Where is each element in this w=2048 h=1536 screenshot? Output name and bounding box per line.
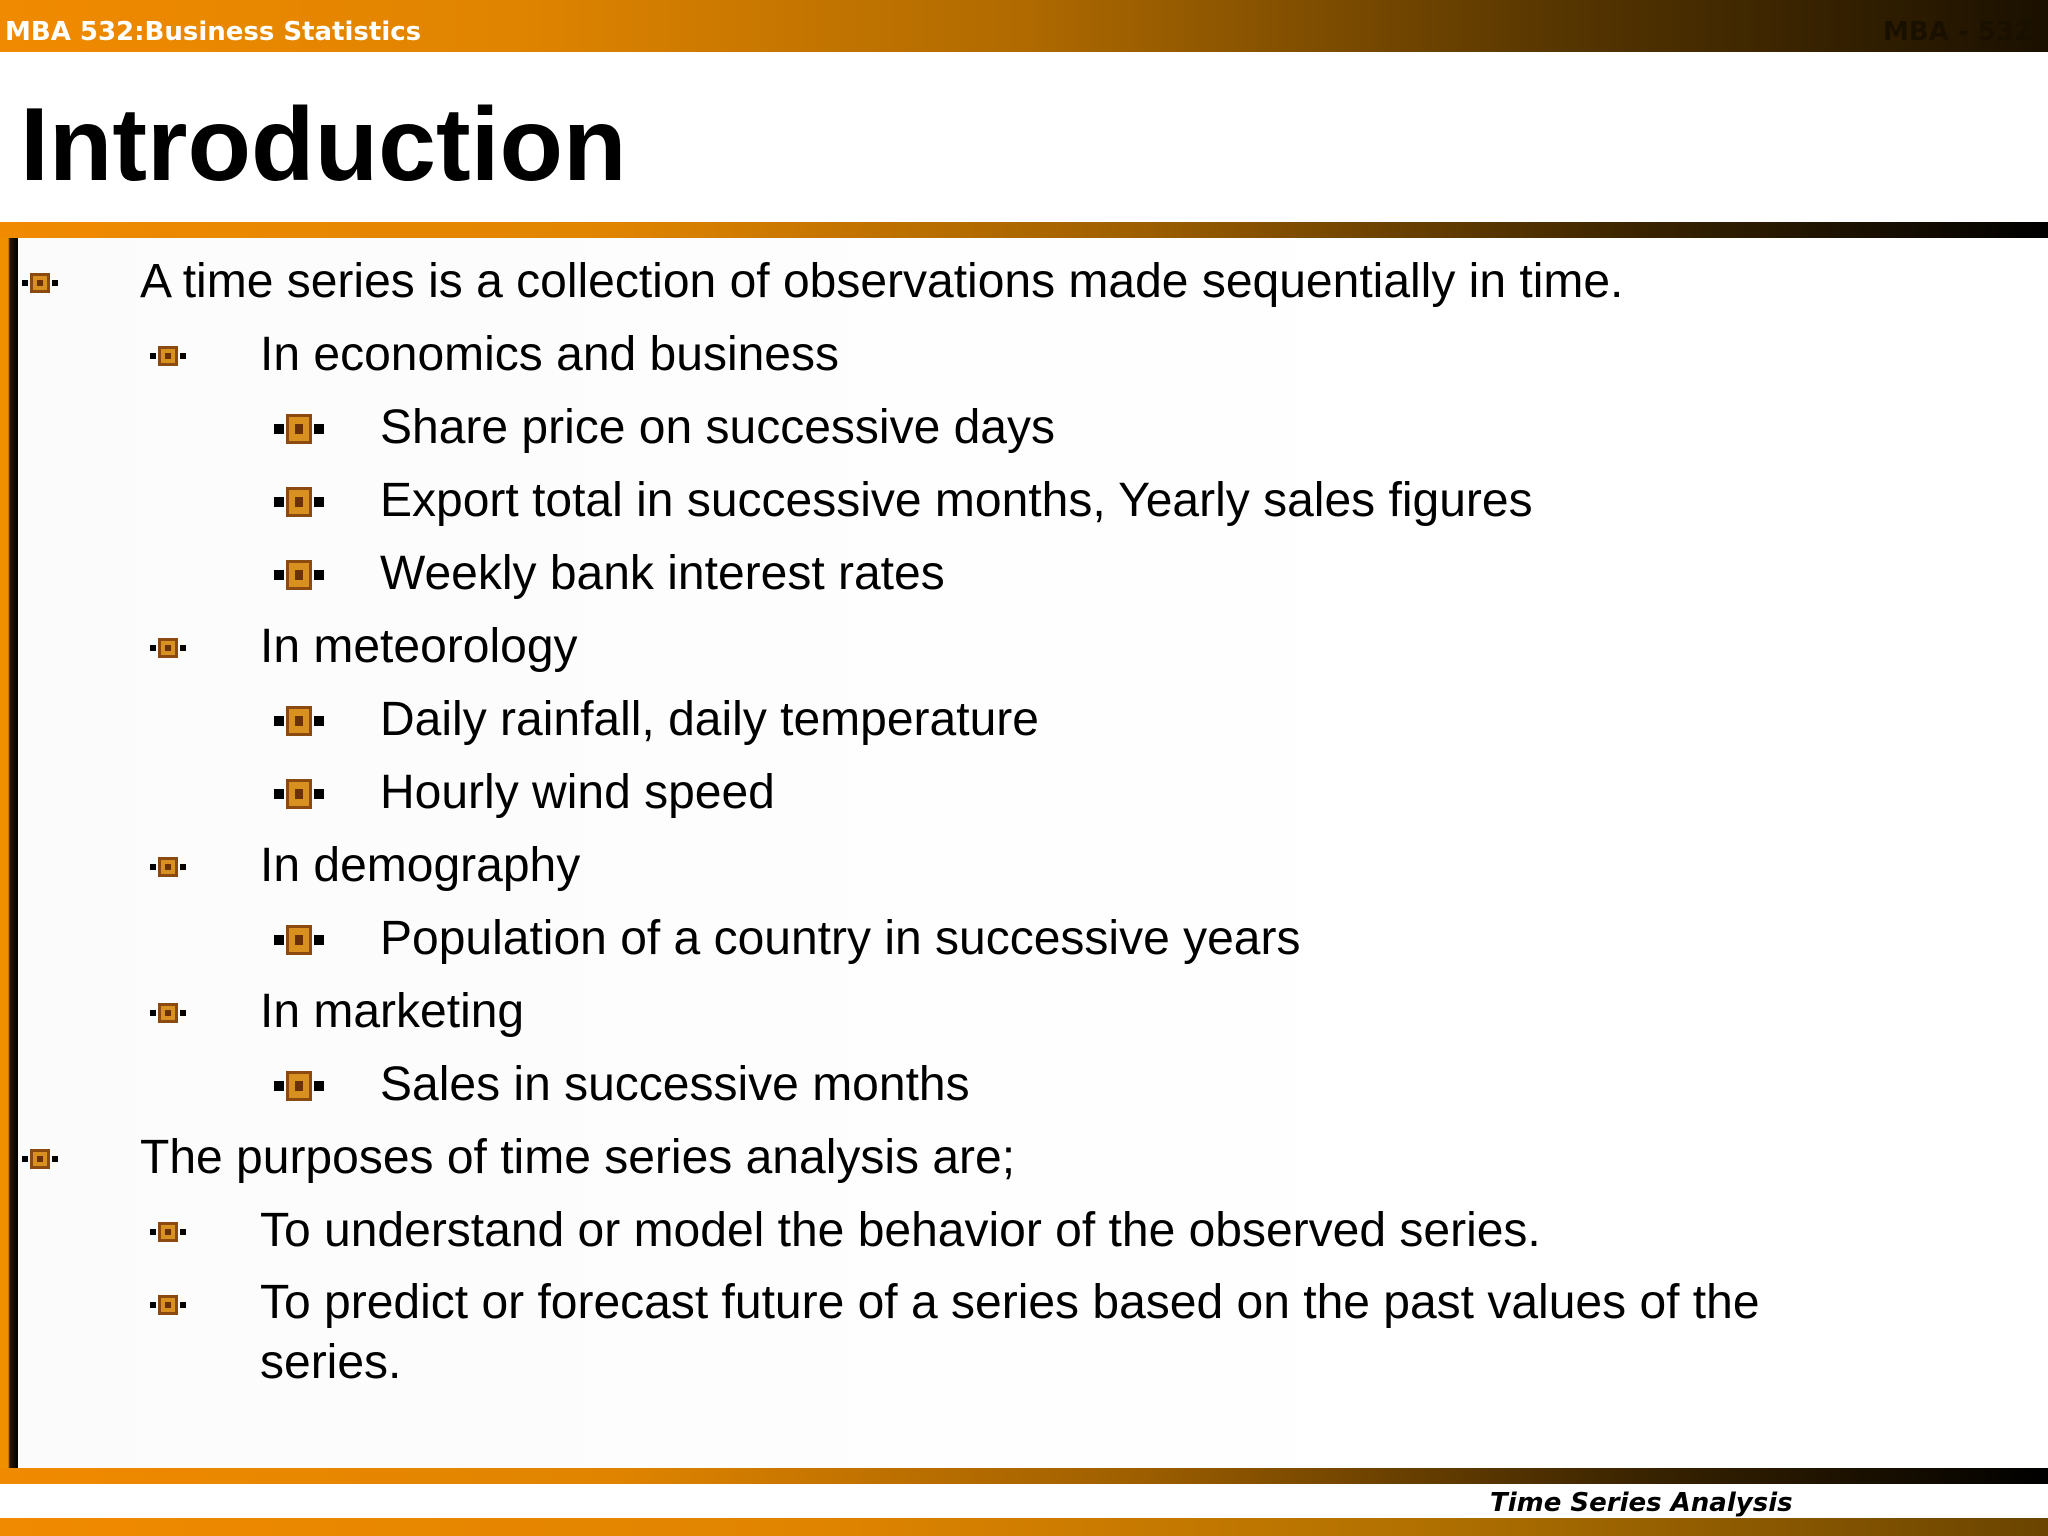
list-item-text: In economics and business bbox=[260, 328, 839, 381]
bullet-list bbox=[0, 245, 2048, 1393]
list-item-text: Hourly wind speed bbox=[380, 766, 775, 819]
bullet-icon bbox=[150, 634, 186, 662]
list-item bbox=[0, 245, 2048, 318]
list-item-text: Weekly bank interest rates bbox=[380, 547, 945, 600]
bullet-icon bbox=[150, 1291, 186, 1319]
list-item-text: Sales in successive months bbox=[380, 1058, 970, 1111]
bullet-icon bbox=[274, 776, 324, 812]
list-item bbox=[0, 1048, 2048, 1121]
list-item bbox=[0, 318, 2048, 391]
bullet-icon bbox=[274, 1068, 324, 1104]
course-code: MBA - 532 bbox=[1883, 17, 2032, 47]
list-item-text: Share price on successive days bbox=[380, 401, 1055, 454]
list-item-text: In meteorology bbox=[260, 620, 578, 673]
footer-bar bbox=[0, 1518, 2048, 1536]
list-item bbox=[0, 391, 2048, 464]
list-item bbox=[0, 1194, 2048, 1267]
list-item bbox=[0, 975, 2048, 1048]
slide-title: Introduction bbox=[20, 87, 627, 203]
list-item bbox=[0, 902, 2048, 975]
bullet-icon bbox=[150, 853, 186, 881]
list-item bbox=[0, 1121, 2048, 1194]
bullet-icon bbox=[22, 269, 58, 297]
list-item bbox=[0, 537, 2048, 610]
bullet-icon bbox=[150, 342, 186, 370]
list-item bbox=[0, 464, 2048, 537]
list-item-text: To understand or model the behavior of the observed series. bbox=[260, 1204, 1541, 1257]
footer-divider bbox=[0, 1468, 2048, 1484]
list-item-text: Population of a country in successive years bbox=[380, 912, 1301, 965]
list-item-text: Daily rainfall, daily temperature bbox=[380, 693, 1039, 746]
list-item-text: In marketing bbox=[260, 985, 525, 1038]
bullet-icon bbox=[274, 703, 324, 739]
bullet-icon bbox=[274, 484, 324, 520]
bullet-icon bbox=[22, 1145, 58, 1173]
list-item bbox=[0, 683, 2048, 756]
bullet-icon bbox=[274, 922, 324, 958]
list-item bbox=[0, 610, 2048, 683]
list-item-text: In demography bbox=[260, 839, 581, 892]
list-item-text: To predict or forecast future of a series based on the past values of the series. bbox=[260, 1276, 1760, 1389]
bullet-icon bbox=[274, 411, 324, 447]
list-item-text: Export total in successive months, Yearly sales figures bbox=[380, 474, 1533, 527]
list-item bbox=[0, 756, 2048, 829]
list-item bbox=[0, 829, 2048, 902]
list-item-text: The purposes of time series analysis are; bbox=[140, 1131, 1016, 1184]
footer-label: Time Series Analysis bbox=[1490, 1488, 1793, 1518]
list-item-text: A time series is a collection of observations made sequentially in time. bbox=[140, 255, 1624, 308]
bullet-icon bbox=[274, 557, 324, 593]
bullet-icon bbox=[150, 1218, 186, 1246]
list-item bbox=[0, 1267, 1880, 1393]
bullet-icon bbox=[150, 999, 186, 1027]
course-title: MBA 532:Business Statistics bbox=[5, 17, 422, 47]
title-divider bbox=[0, 222, 2048, 238]
